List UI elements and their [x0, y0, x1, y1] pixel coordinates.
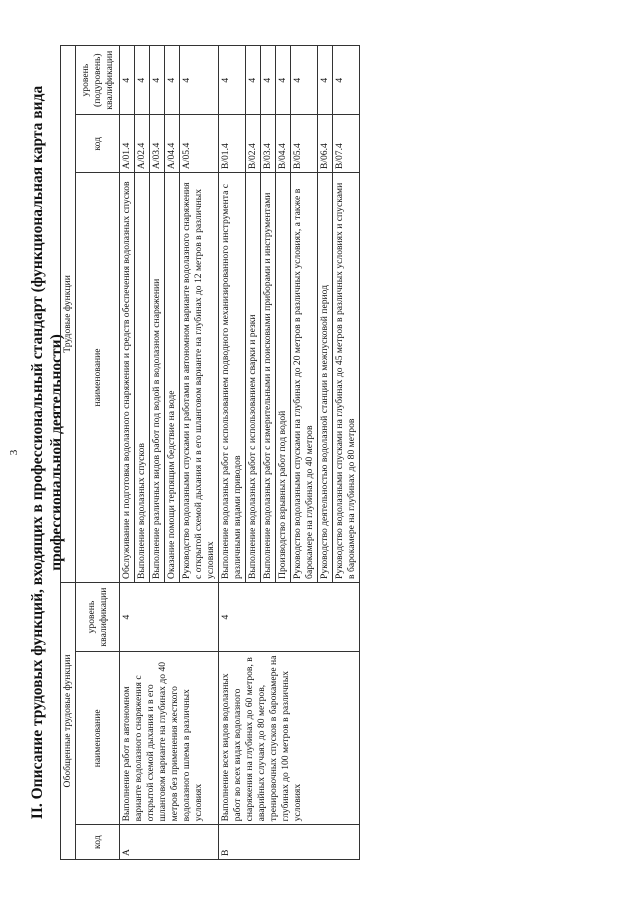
page-number: 3 — [8, 449, 20, 456]
function-code: A/05.4 — [180, 115, 219, 173]
function-code: В/01.4 — [219, 115, 246, 173]
group-name: Выполнение всех видов водолазных работ во всех видах водолазного снаряжения на глубинах до 60 метров, в аварийных случаях до 80 метров, тренировочных спусков в барокамере на глубинах до 100 метров в различных условиях — [219, 652, 360, 825]
header-labor-code: код — [76, 115, 120, 173]
function-code: A/04.4 — [165, 115, 180, 173]
function-name: Оказание помощи терпящим бедствие на воде — [165, 173, 180, 583]
function-level: 4 — [150, 46, 165, 115]
header-code: код — [76, 825, 120, 860]
function-name: Выполнение различных видов работ под водой в водолазном снаряжении — [150, 173, 165, 583]
function-level: 4 — [135, 46, 150, 115]
table-row — [120, 46, 135, 860]
function-code: В/06.4 — [318, 115, 333, 173]
function-level: 4 — [318, 46, 333, 115]
function-level: 4 — [246, 46, 261, 115]
function-code: В/05.4 — [291, 115, 318, 173]
function-code: В/04.4 — [276, 115, 291, 173]
function-level: 4 — [291, 46, 318, 115]
function-name: Руководство водолазными спусками на глубинах до 45 метров в различных условиях и спусками в барокамере на глубинах до 80 метров — [333, 173, 360, 583]
header-labor-level: уровень (подуровень) квалификации — [76, 46, 120, 115]
group-code: А — [120, 825, 219, 860]
function-code: A/01.4 — [120, 115, 135, 173]
function-code: В/03.4 — [261, 115, 276, 173]
group-name: Выполнение работ в автономном варианте водолазного снаряжения с открытой схемой дыхания и в его шланговом варианте на глубинах до 40 метров без применения жесткого водолазного шлема в различных условиях — [120, 652, 219, 825]
functional-map-table — [60, 45, 360, 860]
function-level: 4 — [120, 46, 135, 115]
function-name: Выполнение водолазных работ с использованием подводного механизированного инструмента с различными видами приводов — [219, 173, 246, 583]
function-level: 4 — [219, 46, 246, 115]
function-code: В/07.4 — [333, 115, 360, 173]
function-name: Производство взрывных работ под водой — [276, 173, 291, 583]
group-level: 4 — [219, 582, 360, 651]
function-level: 4 — [333, 46, 360, 115]
function-level: 4 — [165, 46, 180, 115]
function-level: 4 — [261, 46, 276, 115]
function-name: Выполнение водолазных работ с использованием сварки и резки — [246, 173, 261, 583]
header-name: наименование — [76, 652, 120, 825]
header-row-1 — [61, 46, 76, 860]
header-labor-name: наименование — [76, 173, 120, 583]
header-generalized-functions: Обобщенные трудовые функции — [61, 582, 76, 859]
function-name: Выполнение водолазных спусков — [135, 173, 150, 583]
group-code: В — [219, 825, 360, 860]
header-level: уровень квалификации — [76, 582, 120, 651]
function-code: A/02.4 — [135, 115, 150, 173]
group-level: 4 — [120, 582, 219, 651]
header-labor-functions: Трудовые функции — [61, 46, 76, 583]
section-heading: II. Описание трудовых функций, входящих в профессиональный стандарт (функциональная карта вида профессиональной деятельности) — [29, 85, 65, 820]
function-name: Руководство водолазными спусками на глубинах до 20 метров в различных условиях, а также в барокамере на глубинах до 40 метров — [291, 173, 318, 583]
function-level: 4 — [180, 46, 219, 115]
table-row — [219, 46, 246, 860]
function-code: A/03.4 — [150, 115, 165, 173]
function-code: В/02.4 — [246, 115, 261, 173]
header-row-2 — [76, 46, 120, 860]
function-name: Руководство деятельностью водолазной станции в межпусковой период — [318, 173, 333, 583]
function-name: Руководство водолазными спусками и работами в автономном варианте водолазного снаряжения с открытой схемой дыхания и в его шланговом варианте на глубинах до 12 метров в различных условиях — [180, 173, 219, 583]
function-name: Обслуживание и подготовка водолазного снаряжения и средств обеспечения водолазных спусков — [120, 173, 135, 583]
function-level: 4 — [276, 46, 291, 115]
function-name: Выполнение водолазных работ с измерительными и поисковыми приборами и инструментами — [261, 173, 276, 583]
